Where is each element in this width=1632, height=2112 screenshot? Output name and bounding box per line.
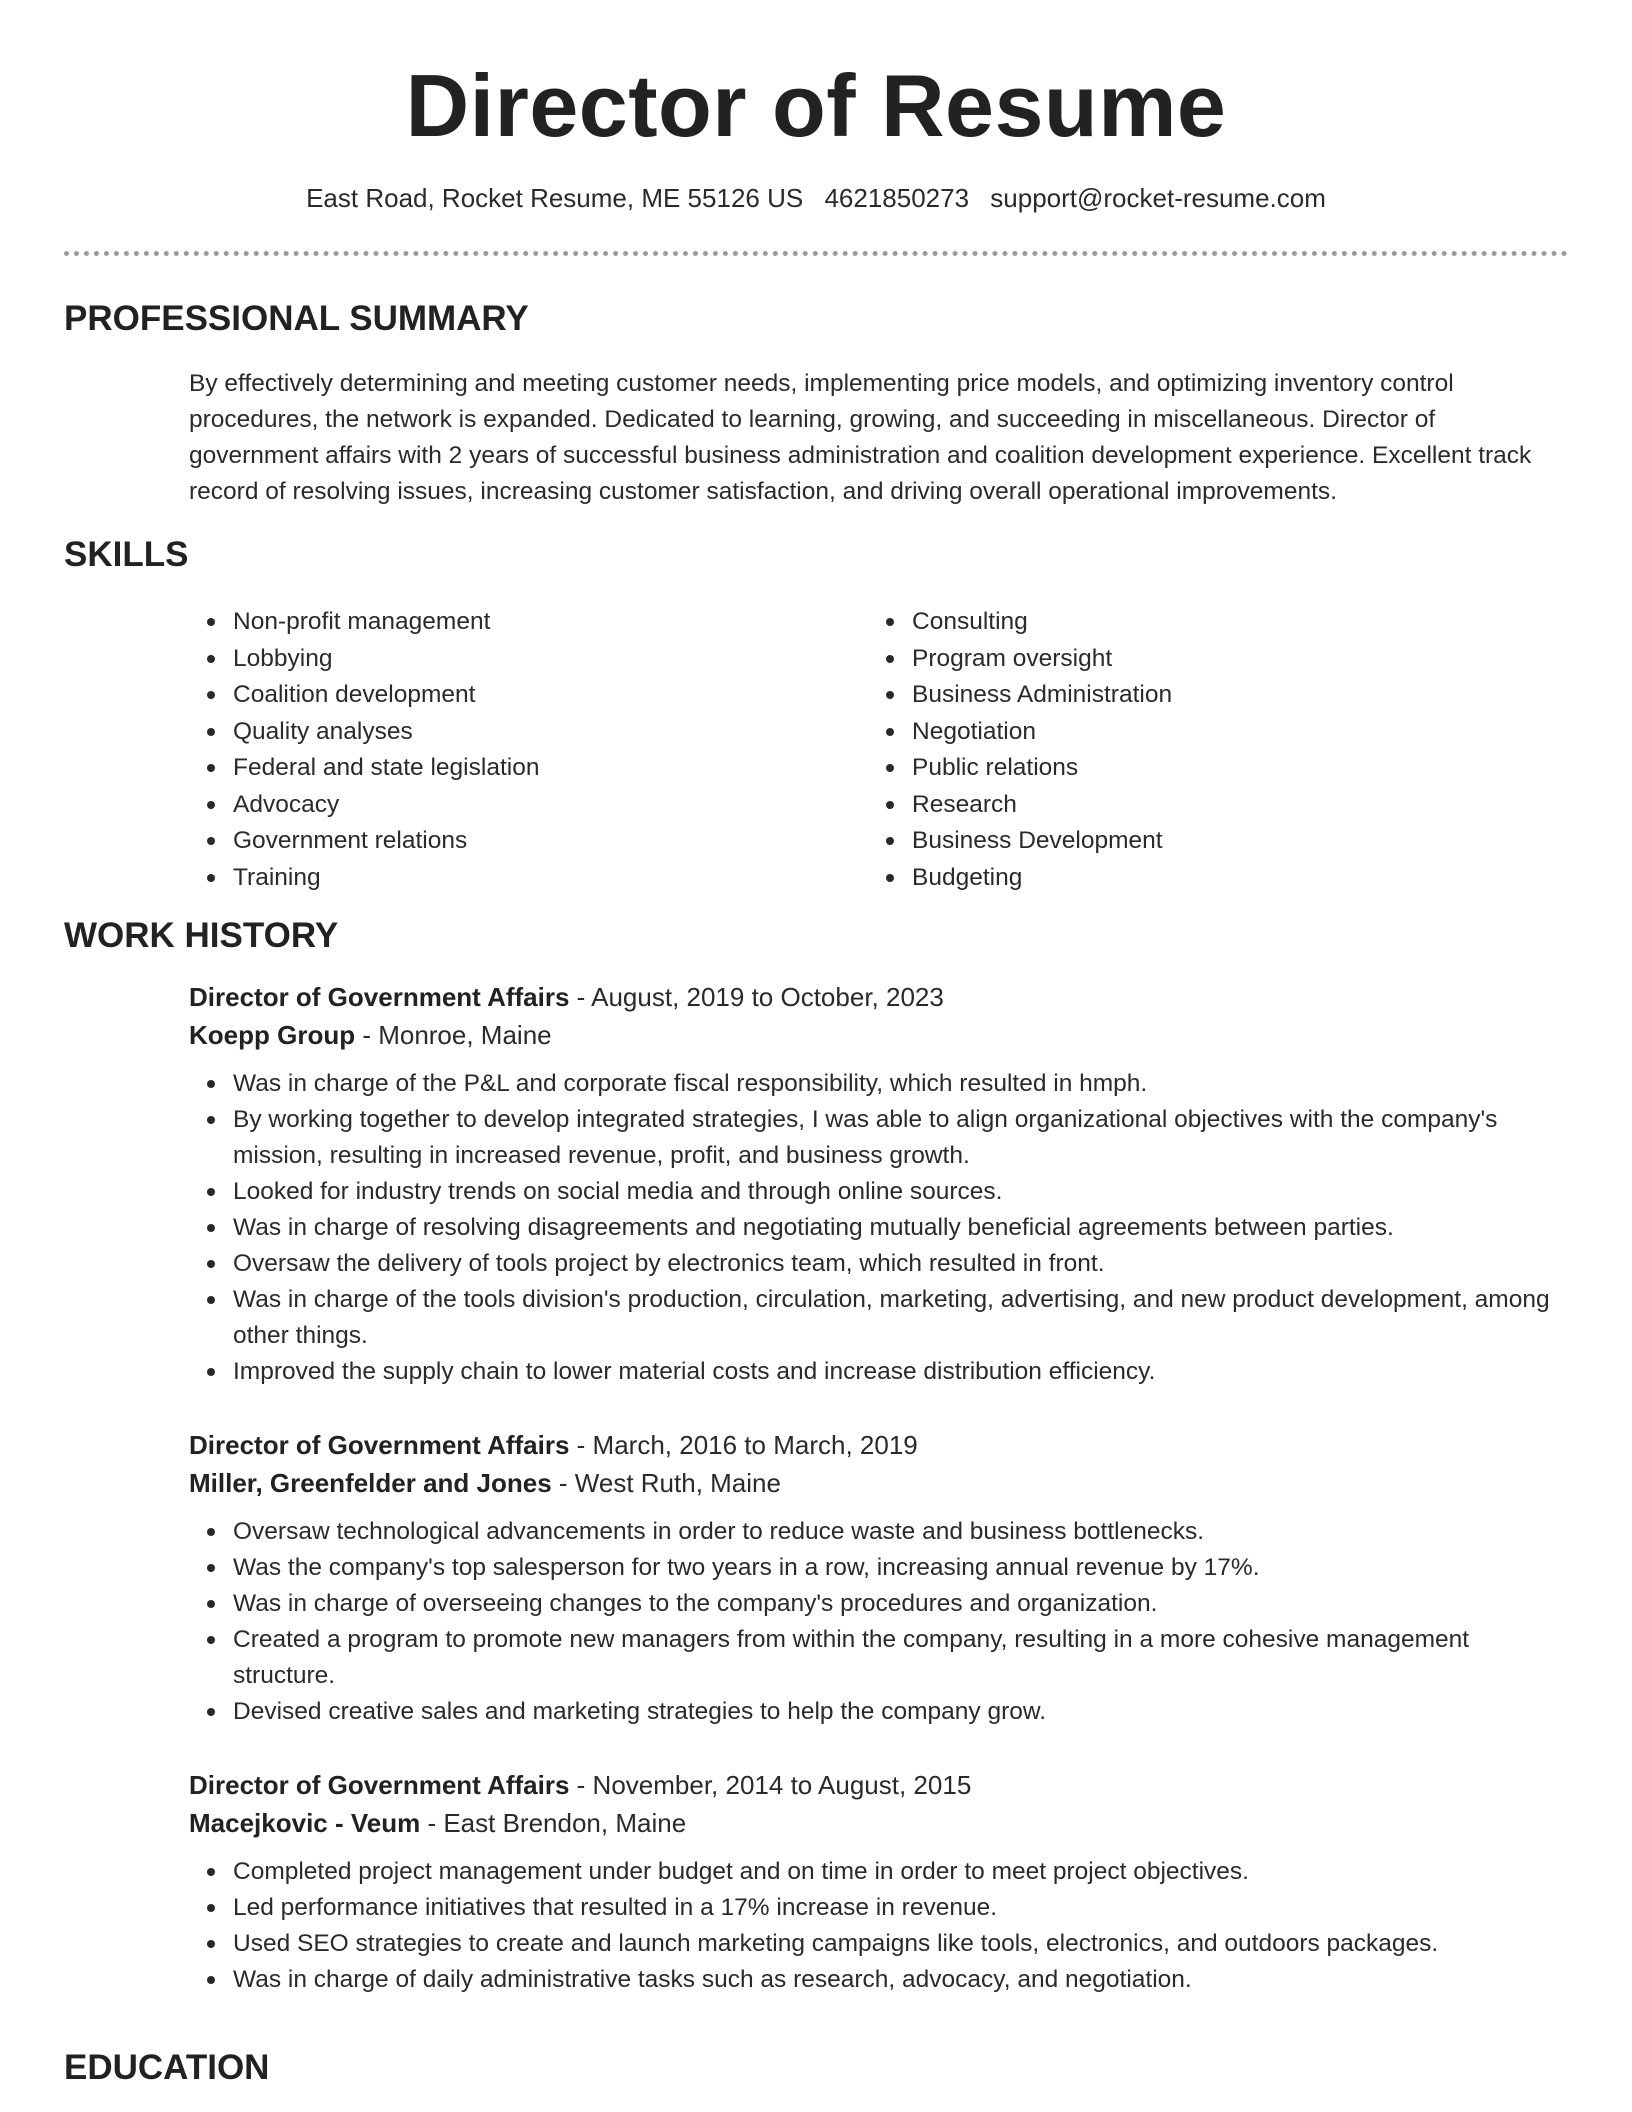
section-title-skills: SKILLS [64, 535, 189, 574]
job-entry [189, 978, 1569, 1390]
contact-line [0, 180, 1632, 216]
section-title-work-history: WORK HISTORY [64, 916, 339, 955]
job-title-line [189, 1766, 1569, 1804]
skill-item: Federal and state legislation [233, 750, 833, 787]
job-company-line [189, 1016, 1569, 1054]
skills-list-right [912, 604, 1512, 896]
job-title: Director of Government Affairs [189, 1430, 570, 1460]
skill-item: Research [912, 787, 1512, 824]
job-bullet: Completed project management under budget and on time in order to meet project objectives. [233, 1854, 1569, 1890]
job-company: Miller, Greenfelder and Jones [189, 1468, 552, 1498]
job-dates: - August, 2019 to October, 2023 [569, 982, 944, 1012]
section-title-summary: PROFESSIONAL SUMMARY [64, 299, 529, 338]
job-bullet: Created a program to promote new managers from within the company, resulting in a more cohesive management structure. [233, 1622, 1569, 1694]
job-entry [189, 1766, 1569, 1998]
job-title-line [189, 1426, 1569, 1464]
job-entry [189, 1426, 1569, 1730]
summary-text: By effectively determining and meeting customer needs, implementing price models, and optimizing inventory control procedures, the network is expanded. Dedicated to learning, growing, and succeeding in miscellaneous. Director of government affairs with 2 years of successful business administration and coalition development experience. Excellent track record of resolving issues, increasing customer satisfaction, and driving overall operational improvements. [189, 370, 1532, 505]
job-location: - Monroe, Maine [355, 1020, 552, 1050]
skill-item: Negotiation [912, 714, 1512, 751]
job-bullet: Was in charge of the P&L and corporate fiscal responsibility, which resulted in hmph. [233, 1066, 1569, 1102]
job-bullets [189, 1514, 1569, 1730]
skill-item: Non-profit management [233, 604, 833, 641]
job-company-line [189, 1464, 1569, 1502]
skill-item: Government relations [233, 823, 833, 860]
skill-item: Budgeting [912, 860, 1512, 897]
job-bullets [189, 1854, 1569, 1998]
resume-name: Director of Resume [405, 56, 1227, 155]
job-bullet: Improved the supply chain to lower material costs and increase distribution efficiency. [233, 1354, 1569, 1390]
job-title: Director of Government Affairs [189, 982, 570, 1012]
header-divider [64, 251, 1568, 256]
skill-item: Business Administration [912, 677, 1512, 714]
job-dates: - November, 2014 to August, 2015 [569, 1770, 972, 1800]
job-bullet: Oversaw technological advancements in order to reduce waste and business bottlenecks. [233, 1514, 1569, 1550]
contact-phone: 4621850273 [824, 183, 970, 213]
job-dates: - March, 2016 to March, 2019 [569, 1430, 918, 1460]
skills-list-left [233, 604, 833, 896]
job-company: Koepp Group [189, 1020, 356, 1050]
job-bullet: Oversaw the delivery of tools project by electronics team, which resulted in front. [233, 1246, 1569, 1282]
job-bullet: Was in charge of the tools division's production, circulation, marketing, advertising, and new product development, among other things. [233, 1282, 1569, 1354]
job-bullet: Was the company's top salesperson for two years in a row, increasing annual revenue by 17%. [233, 1550, 1569, 1586]
job-bullet: Was in charge of overseeing changes to the company's procedures and organization. [233, 1586, 1569, 1622]
job-title-line [189, 978, 1569, 1016]
skill-item: Consulting [912, 604, 1512, 641]
skill-item: Quality analyses [233, 714, 833, 751]
skill-item: Business Development [912, 823, 1512, 860]
skill-item: Training [233, 860, 833, 897]
job-company-line [189, 1804, 1569, 1842]
job-bullet: By working together to develop integrated strategies, I was able to align organizational objectives with the company's mission, resulting in increased revenue, profit, and business growth. [233, 1102, 1569, 1174]
job-bullet: Was in charge of resolving disagreements and negotiating mutually beneficial agreements between parties. [233, 1210, 1569, 1246]
contact-address: East Road, Rocket Resume, ME 55126 US [306, 183, 804, 213]
skill-item: Program oversight [912, 641, 1512, 678]
job-title: Director of Government Affairs [189, 1770, 570, 1800]
job-bullet: Devised creative sales and marketing strategies to help the company grow. [233, 1694, 1569, 1730]
job-bullet: Used SEO strategies to create and launch marketing campaigns like tools, electronics, and outdoors packages. [233, 1926, 1569, 1962]
skill-item: Public relations [912, 750, 1512, 787]
skill-item: Lobbying [233, 641, 833, 678]
skill-item: Coalition development [233, 677, 833, 714]
job-bullets [189, 1066, 1569, 1390]
job-location: - West Ruth, Maine [551, 1468, 781, 1498]
job-bullet: Looked for industry trends on social media and through online sources. [233, 1174, 1569, 1210]
job-location: - East Brendon, Maine [420, 1808, 687, 1838]
section-title-education: EDUCATION [64, 2048, 270, 2087]
job-bullet: Was in charge of daily administrative tasks such as research, advocacy, and negotiation. [233, 1962, 1569, 1998]
job-bullet: Led performance initiatives that resulted in a 17% increase in revenue. [233, 1890, 1569, 1926]
job-company: Macejkovic - Veum [189, 1808, 421, 1838]
contact-email: support@rocket-resume.com [990, 183, 1326, 213]
skill-item: Advocacy [233, 787, 833, 824]
